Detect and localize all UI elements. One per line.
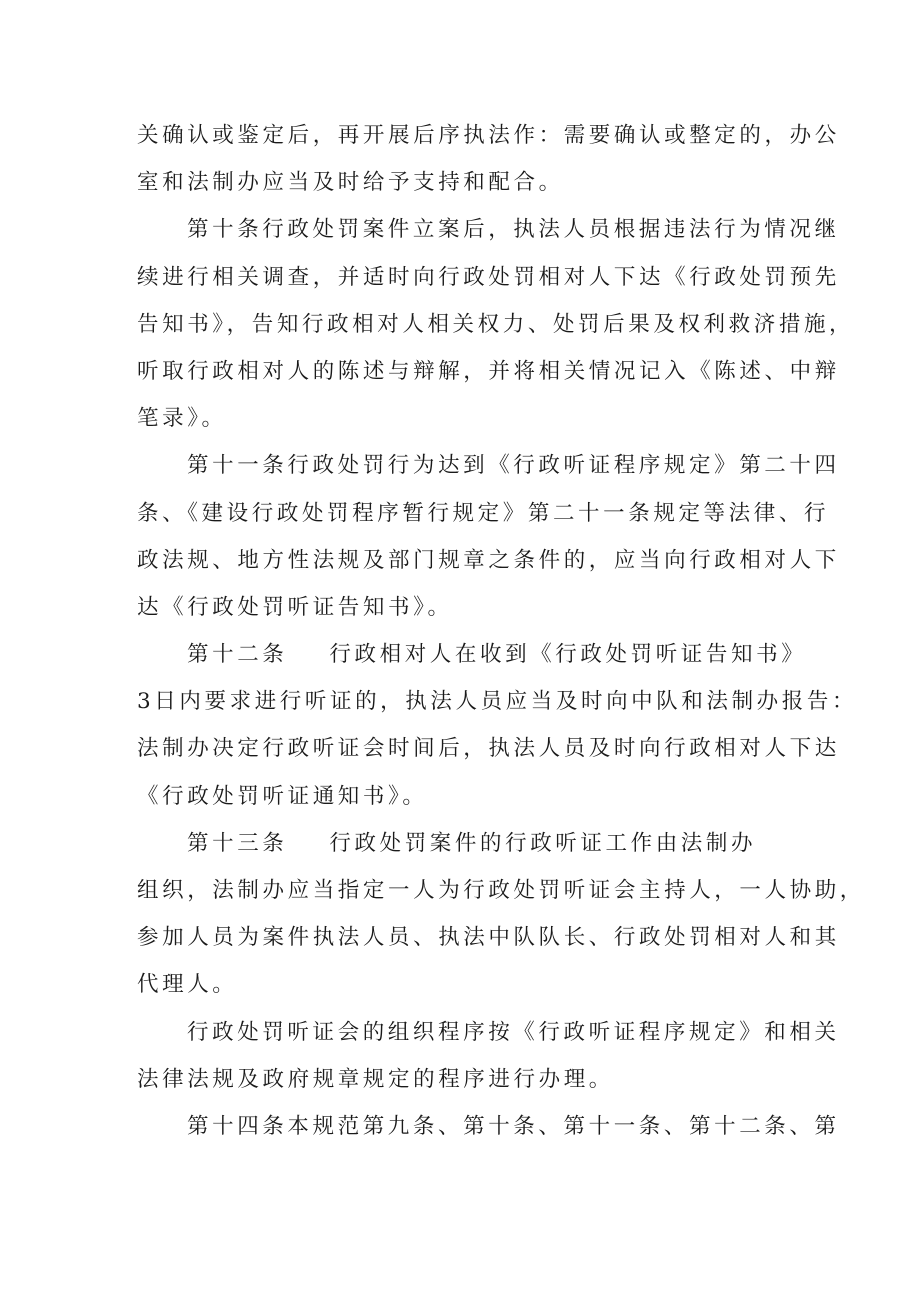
text-line: 关确认或鉴定后，再开展后序执法作：需要确认或整定的，办公 [137, 123, 840, 148]
article-13-start [137, 820, 801, 867]
text-line: 参加人员为案件执法人员、执法中队队长、行政处罚相对人和其 [137, 925, 840, 951]
text-line: 法律法规及政府规章规定的程序进行办理。 [137, 1066, 614, 1092]
text-line: 续进行相关调查，并适时向行政处罚相对人下达《行政处罚预先 [137, 264, 840, 290]
text-line: 听取行政相对人的陈述与辩解，并将相关情况记入《陈述、中辩 [137, 358, 840, 384]
text-line: 政法规、地方性法规及部门规章之条件的，应当向行政相对人下 [137, 547, 840, 573]
text-line: 条、《建设行政处罚程序暂行规定》第二十一条规定等法律、行 [137, 500, 830, 526]
article-11-start: 第十一条行政处罚行为达到《行政听证程序规定》第二十四 [187, 453, 840, 479]
article-13-label: 第十三条 [187, 830, 288, 856]
text-line: 3日内要求进行听证的，执法人员应当及时向中队和法制办报告： [137, 689, 858, 715]
hearing-procedure-paragraph: 行政处罚听证会的组织程序按《行政听证程序规定》和相关 [187, 1019, 840, 1045]
text-line: 《行政处罚听证通知书》。 [137, 783, 428, 809]
article-12-text: 行政相对人在收到《行政处罚听证告知书》 [329, 642, 807, 668]
document-body [137, 112, 865, 1150]
text-line: 法制办决定行政听证会时间后，执法人员及时向行政相对人下达 [137, 736, 840, 762]
text-line: 代理人。 [137, 972, 238, 998]
text-line: 达《行政处罚听证告知书》。 [137, 594, 453, 620]
text-line: 告知书》，告知行政相对人相关权力、处罚后果及权利救济措施， [137, 311, 855, 337]
text-line: 室和法制办应当及时给予支持和配合。 [137, 170, 564, 196]
text-line: 笔录》。 [137, 406, 227, 432]
article-12-label: 第十二条 [187, 642, 288, 668]
article-13-text: 行政处罚案件的行政听证工作由法制办 [329, 830, 757, 856]
article-12-start [137, 631, 807, 678]
article-14-start: 第十四条本规范第九条、第十条、第十一条、第十二条、第 [187, 1113, 840, 1139]
text-line: 组织，法制办应当指定一人为行政处罚听证会主持人，一人协助， [137, 878, 865, 903]
article-10-start: 第十条行政处罚案件立案后，执法人员根据违法行为情况继 [187, 217, 840, 243]
